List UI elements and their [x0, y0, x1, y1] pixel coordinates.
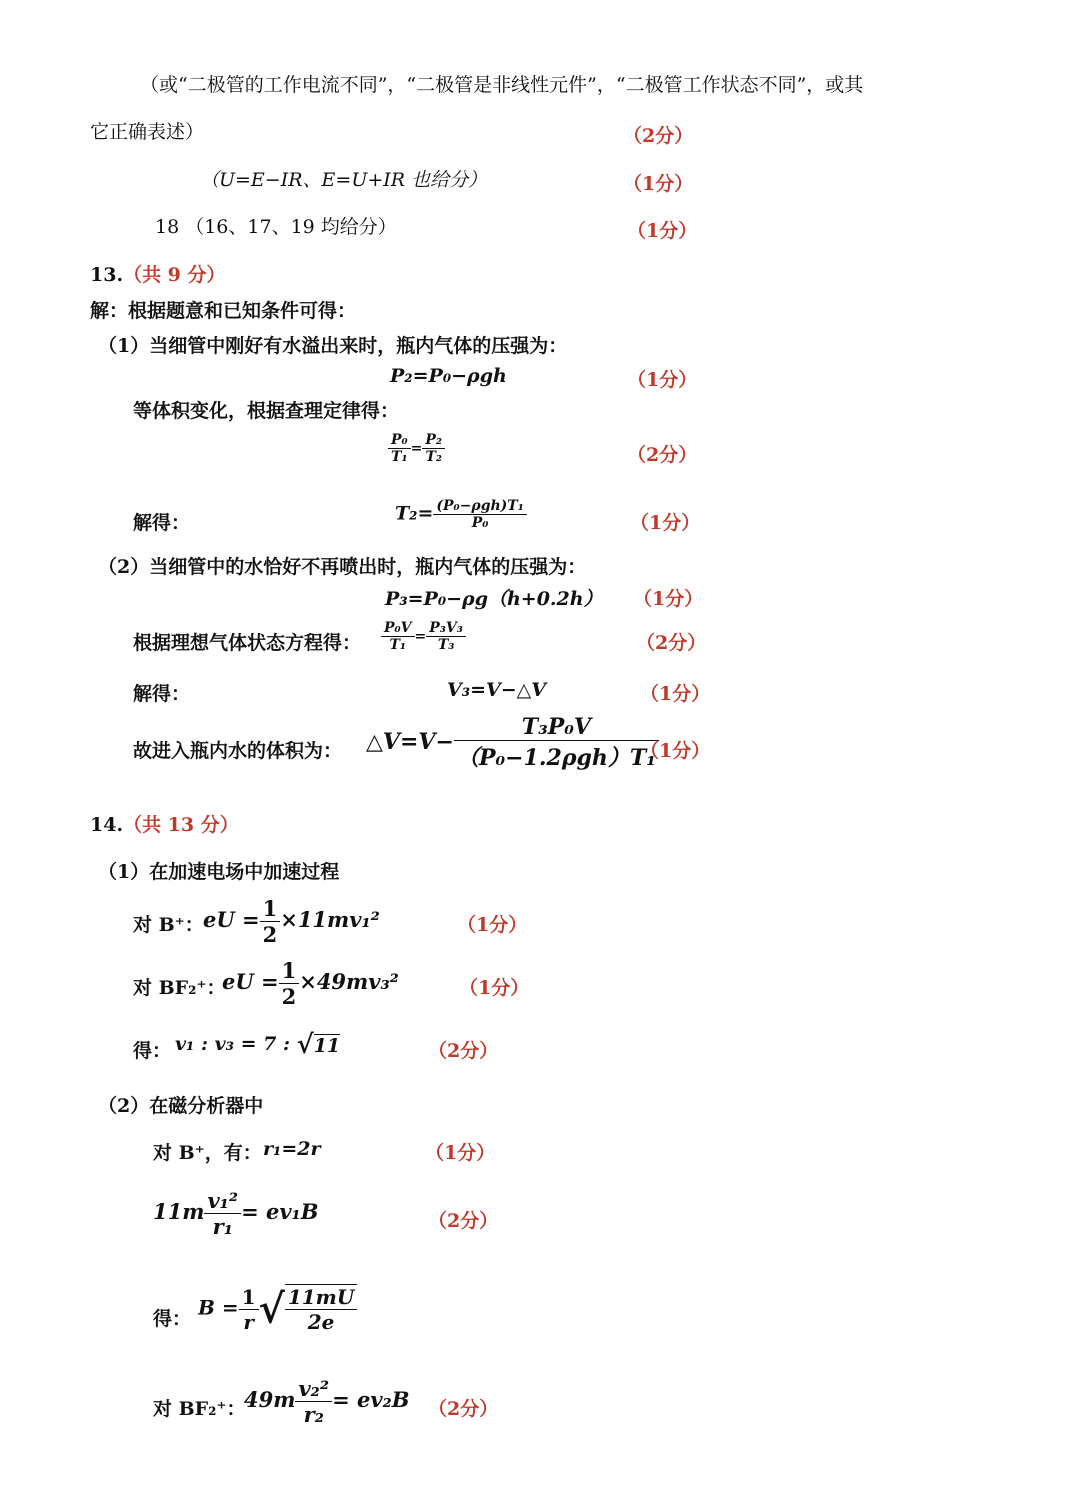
bf2-rhs: = ev₂B — [332, 1387, 410, 1412]
q14-b-label: 对 B⁺： — [133, 914, 204, 936]
bf-eq-rhs: ×49mv₃² — [299, 969, 399, 994]
q13-eq5: $\frac{\text{P₀V}}{\text{T₁}}$ = $\frac{\text{P₃V₃}}{\text{T₃}}$ — [381, 620, 466, 653]
half-den: 2 — [262, 922, 278, 947]
force-lhs: 11m — [153, 1199, 205, 1224]
q14-ratio-label: 得： — [133, 1040, 172, 1062]
points-badge: （2分） — [636, 632, 707, 654]
points-badge: （1分） — [627, 369, 698, 391]
eq7-den: （P₀−1.2ρgh）T₁ — [456, 745, 656, 771]
intro-line-1: （或“二极管的工作电流不同”，“二极管是非线性元件”，“二极管工作状态不同”，或其 — [140, 74, 864, 96]
q14-number: 14. — [90, 814, 124, 836]
q13-intro: 解：根据题意和已知条件可得： — [90, 300, 357, 322]
B-root-den: 2e — [307, 1310, 335, 1334]
q14-heading — [90, 810, 239, 837]
b-eq-rhs: ×11mv₁² — [280, 907, 380, 932]
q14-B-label: 得： — [153, 1308, 192, 1330]
q14-total: （共 13 分） — [123, 814, 239, 836]
q13-result-label: 故进入瓶内水的体积为： — [133, 740, 343, 762]
q13-total: （共 9 分） — [123, 264, 226, 286]
q13-solve2-label: 解得： — [133, 683, 191, 705]
points-badge: （1分） — [640, 683, 711, 705]
eq2-num-right: P₂ — [422, 432, 445, 449]
q13-part2: （2）当细管中的水恰好不再喷出时，瓶内气体的压强为： — [98, 556, 587, 578]
bf2-lhs: 49m — [244, 1387, 296, 1412]
q13-solve1-label: 解得： — [133, 512, 191, 534]
B-root-num: 11mU — [285, 1285, 357, 1310]
force-num: v₁² — [204, 1188, 241, 1214]
eq7-num: T₃P₀V — [454, 714, 659, 741]
points-badge: （1分） — [459, 977, 530, 999]
B-frac-den: r — [243, 1309, 254, 1334]
points-badge: （2分） — [627, 444, 698, 466]
q13-heading — [90, 260, 226, 287]
intro-line-2: 它正确表述） — [90, 121, 205, 143]
points-badge: （2分） — [428, 1210, 499, 1232]
q14-ratio-eq: v₁ : v₃ = 7 : √11 — [175, 1030, 341, 1060]
bf2-num: v₂² — [295, 1376, 332, 1402]
q14-part1: （1）在加速电场中加速过程 — [98, 861, 340, 883]
bf2-den: r₂ — [303, 1402, 324, 1427]
eq5-den-right: T₃ — [437, 637, 455, 653]
points-badge: （1分） — [623, 173, 694, 195]
q14-part2: （2）在磁分析器中 — [98, 1095, 264, 1117]
eq2-num-left: P₀ — [388, 432, 411, 449]
q14-b-eq — [203, 896, 380, 947]
intro-line-4: 18 （16、17、19 均给分） — [155, 216, 397, 238]
eq3-num: (P₀−ρgh)T₁ — [433, 498, 526, 515]
points-badge: （2分） — [623, 125, 694, 147]
q14-r-label: 对 B⁺，有： — [153, 1142, 262, 1164]
points-badge: （1分） — [630, 512, 701, 534]
q13-eq2: $\frac{\text{P₀}}{\text{T₁}}$ = $\frac{\text{P₂}}{\text{T₂}}$ — [388, 432, 445, 465]
eq5-den-left: T₁ — [389, 637, 407, 653]
eq2-den-left: T₁ — [391, 449, 408, 465]
q13-eq3 — [395, 498, 527, 531]
eq7-lhs: △V=V− — [366, 729, 454, 755]
q14-bf-label: 对 BF₂⁺： — [133, 977, 226, 999]
eq3-lhs: T₂= — [395, 502, 434, 525]
q14-force-eq — [153, 1188, 318, 1239]
points-badge: （1分） — [457, 914, 528, 936]
q13-eq4: P₃=P₀−ρg（h+0.2h） — [385, 588, 603, 610]
points-badge: （2分） — [428, 1040, 499, 1062]
q14-B-eq: B = $\frac{1}{r}$ √ $\frac{11mU}{2e}$ — [198, 1284, 357, 1334]
points-badge: （2分） — [428, 1398, 499, 1420]
points-badge: （1分） — [425, 1142, 496, 1164]
force-den: r₁ — [212, 1214, 233, 1239]
ratio-root: 11 — [313, 1034, 341, 1057]
points-badge: （1分） — [640, 740, 711, 762]
eq3-den: P₀ — [471, 515, 489, 531]
q14-bf2-eq — [244, 1376, 409, 1427]
q14-bf-eq — [222, 958, 399, 1009]
force-rhs: = ev₁B — [241, 1199, 319, 1224]
q13-ideal-gas: 根据理想气体状态方程得： — [133, 632, 362, 654]
eq5-num-right: P₃V₃ — [426, 620, 466, 637]
q14-bf2-label: 对 BF₂⁺： — [153, 1398, 246, 1420]
ratio-eq: v₁ : v₃ = 7 : — [175, 1033, 297, 1055]
b-eq-lhs: eU = — [203, 907, 260, 932]
q13-law: 等体积变化，根据查理定律得： — [133, 400, 400, 422]
points-badge: （1分） — [627, 220, 698, 242]
half-num: 1 — [279, 958, 300, 984]
q13-eq6: V₃=V−△V — [447, 679, 546, 701]
eq2-den-right: T₂ — [425, 449, 443, 465]
q13-eq7 — [366, 714, 659, 772]
B-frac-num: 1 — [239, 1285, 259, 1310]
q14-r-eq: r₁=2r — [263, 1138, 321, 1160]
q13-eq1: P₂=P₀−ρgh — [390, 365, 507, 387]
points-badge: （1分） — [633, 588, 704, 610]
B-lhs: B = — [198, 1295, 239, 1320]
half-den: 2 — [281, 984, 297, 1009]
intro-line-3: （U=E−IR、E=U+IR 也给分） — [200, 169, 488, 191]
q13-part1: （1）当细管中刚好有水溢出来时，瓶内气体的压强为： — [98, 335, 568, 357]
bf-eq-lhs: eU = — [222, 969, 279, 994]
q13-number: 13. — [90, 264, 124, 286]
half-num: 1 — [260, 896, 281, 922]
eq5-num-left: P₀V — [381, 620, 415, 637]
